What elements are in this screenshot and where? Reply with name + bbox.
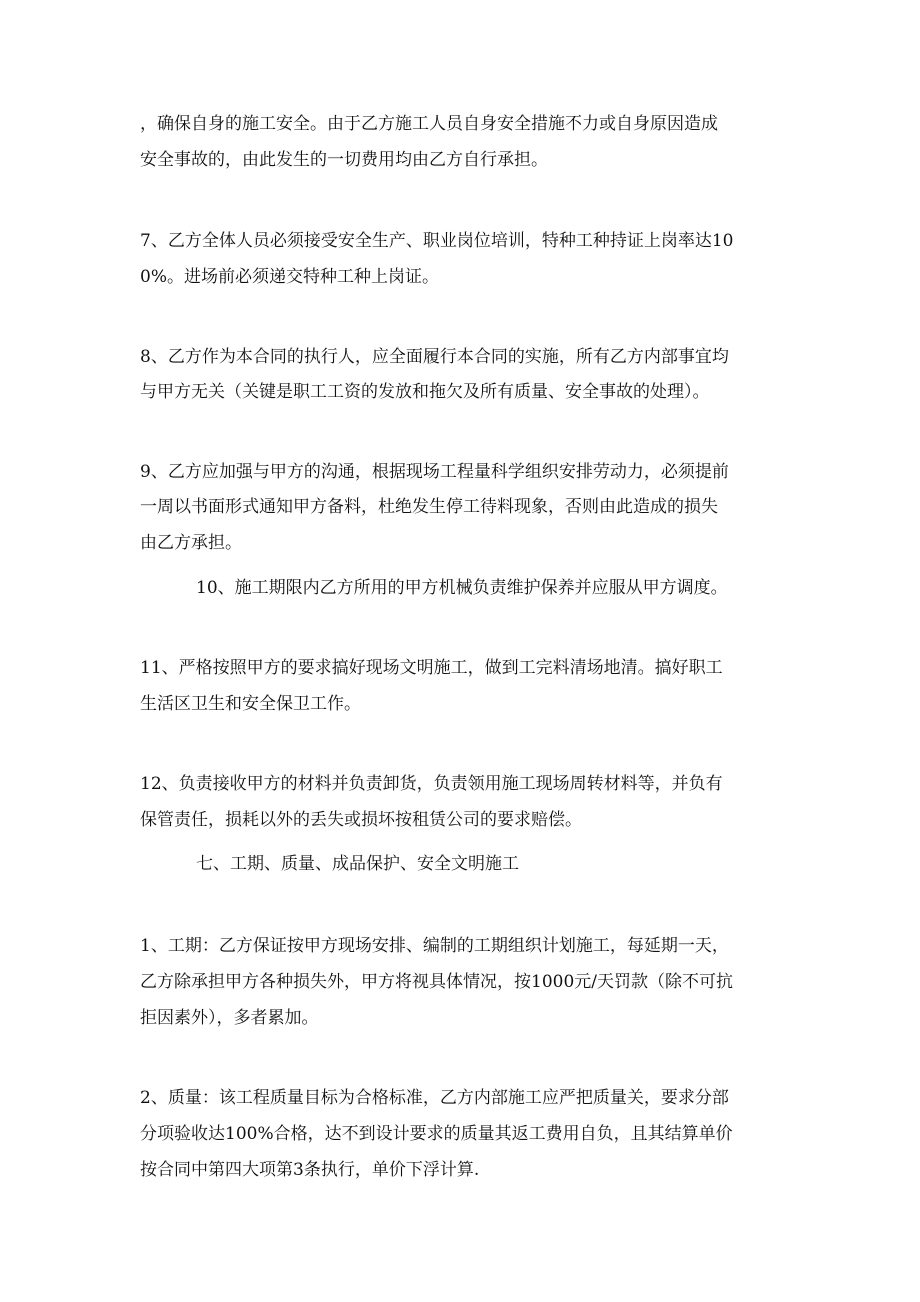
section-heading-7: 七、工期、质量、成品保护、安全文明施工 [196, 854, 519, 874]
item-11-line-2: 生活区卫生和安全保卫工作。 [140, 694, 361, 714]
item-10-line-1: 10、施工期限内乙方所用的甲方机械负责维护保养并应服从甲方调度。 [196, 578, 728, 598]
subsection-1-line-3: 拒因素外），多者累加。 [140, 1008, 319, 1028]
item-12-line-2: 保管责任，损耗以外的丢失或损坏按租赁公司的要求赔偿。 [140, 810, 582, 830]
subsection-2-line-2: 分项验收达100%合格，达不到设计要求的质量其返工费用自负，且其结算单价 [140, 1124, 733, 1144]
item-9-line-2: 一周以书面形式通知甲方备料，杜绝发生停工待料现象，否则由此造成的损失 [140, 497, 718, 517]
item-11-line-1: 11、严格按照甲方的要求搞好现场文明施工，做到工完料清场地清。搞好职工 [140, 658, 723, 678]
item-7-line-1: 7、乙方全体人员必须接受安全生产、职业岗位培训，特种工种持证上岗率达10 [140, 231, 734, 251]
item-9-line-1: 9、乙方应加强与甲方的沟通，根据现场工程量科学组织安排劳动力，必须提前 [140, 462, 729, 482]
item-12-line-1: 12、负责接收甲方的材料并负责卸货，负责领用施工现场周转材料等，并负有 [140, 774, 723, 794]
paragraph-continuation-line-2: 安全事故的，由此发生的一切费用均由乙方自行承担。 [140, 150, 548, 170]
subsection-1-line-2: 乙方除承担甲方各种损失外，甲方将视具体情况，按1000元/天罚款（除不可抗 [140, 972, 733, 992]
item-7-line-2: 0%。进场前必须递交特种工种上岗证。 [140, 267, 439, 287]
subsection-2-line-3: 按合同中第四大项第3条执行，单价下浮计算. [140, 1160, 480, 1180]
subsection-1-line-1: 1、工期：乙方保证按甲方现场安排、编制的工期组织计划施工，每延期一天， [140, 936, 729, 956]
paragraph-continuation-line-1: ，确保自身的施工安全。由于乙方施工人员自身安全措施不力或自身原因造成 [140, 114, 718, 134]
item-8-line-2: 与甲方无关（关键是职工工资的发放和拖欠及所有质量、安全事故的处理）。 [140, 382, 710, 402]
item-8-line-1: 8、乙方作为本合同的执行人，应全面履行本合同的实施，所有乙方内部事宜均 [140, 347, 729, 367]
subsection-2-line-1: 2、质量：该工程质量目标为合格标准，乙方内部施工应严把质量关，要求分部 [140, 1088, 729, 1108]
item-9-line-3: 由乙方承担。 [140, 533, 242, 553]
